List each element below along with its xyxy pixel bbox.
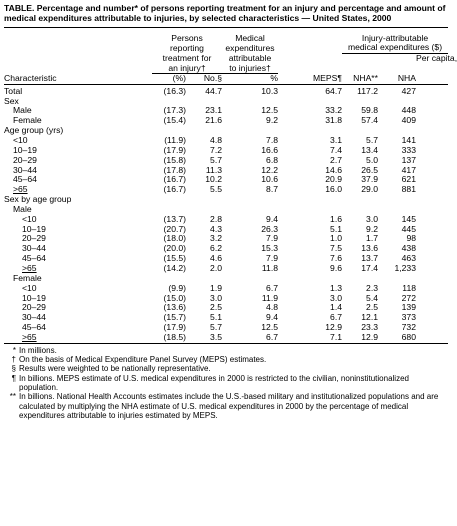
header-persons-line: treatment for [162,53,212,63]
cell-med-pct: 15.3 [261,243,278,254]
header-spacer [342,64,378,74]
header-per-capita: Per capita, [416,53,457,63]
cell-per-capita: 409 [401,115,416,126]
cell-nha: 26.5 [361,164,378,175]
table-row [4,156,448,166]
table-row [4,254,448,264]
cell-med-pct: 9.4 [266,213,278,224]
cell-nha: 5.0 [366,154,378,165]
cell-meps: 16.0 [325,184,342,195]
cell-spacer [416,284,448,294]
cell-per-capita: 145 [401,213,416,224]
cell-nha: 17.4 [361,262,378,273]
cell-meps: 1.3 [330,282,342,293]
row-label: Male [13,203,32,214]
cell-number: 5.5 [210,184,222,195]
cell-per-capita: 333 [401,144,416,155]
cell-nha: 2.3 [366,282,378,293]
header-injury-line: Injury-attributable [342,27,448,43]
cell-meps: 31.8 [325,115,342,126]
table-body [4,84,448,343]
cell-spacer [416,185,448,195]
cell-nha: 5.7 [366,135,378,145]
header-per-capita: NHA [378,74,416,85]
cell-med-pct: 7.9 [266,253,278,264]
cell-per-capita: 448 [401,105,416,116]
cell-pct: (15.8) [163,154,186,165]
cell-med-pct: 7.9 [266,233,278,244]
cell-nha: 57.4 [361,115,378,126]
table-row [4,303,448,313]
cell-nha: 13.6 [361,243,378,254]
cell-number: 4.6 [210,253,222,264]
cell-pct: (13.7) [163,213,186,224]
row-label: Female [13,272,42,283]
row-label [4,333,152,343]
cell-per-capita: 272 [401,292,416,303]
cell-per-capita: 732 [401,322,416,333]
cell-nha: 37.9 [361,174,378,185]
row-label: 45–64 [22,253,46,264]
header-row [4,43,448,53]
footnote-mark: * [12,345,16,355]
cell-per-capita: 1,233 [394,262,416,273]
row-label: 10–19 [13,144,37,155]
cell-per-capita: 680 [378,333,416,343]
row-label: <10 [13,135,28,145]
header-persons-line: an injury† [152,64,222,74]
cell-spacer [416,234,448,244]
header-spacer [4,54,152,64]
header-spacer [378,54,416,64]
cell-med-pct: 6.7 [266,282,278,293]
cell-meps: 5.1 [330,223,342,234]
cell-meps: 33.2 [325,105,342,116]
footnote-text: In billions. MEPS estimate of U.S. medical expenditures in 2000 is restricted to the civilian, noninstitutionalized population. [19,373,409,392]
row-label: <10 [22,282,37,293]
header-spacer [4,64,152,74]
cell-spacer [416,146,448,156]
table-row [4,175,448,185]
cell-pct: (17.9) [163,322,186,333]
cell-nha: 29.0 [361,184,378,195]
cell-nha: 12.1 [361,312,378,323]
row-label: 45–64 [22,322,46,333]
cell-number: 23.1 [205,105,222,116]
header-row [4,27,448,43]
cell-number: 4.8 [210,135,222,145]
cell-pct: (16.3) [163,85,186,96]
cell-spacer [416,116,448,126]
cell-number: 2.0 [210,262,222,273]
row-label-text: >65 [22,262,37,273]
table-row [4,106,448,116]
cell-med-pct: 4.8 [266,302,278,313]
cell-med-pct: 12.5 [261,105,278,116]
cell-nha: 1.7 [366,233,378,244]
cell-pct: (11.9) [164,135,186,145]
cell-meps: 14.6 [325,164,342,175]
cell-nha: 13.4 [361,144,378,155]
cell-spacer [416,106,448,116]
cell-number: 5.7 [210,322,222,333]
cell-number: 6.2 [210,243,222,254]
table-row [4,97,448,107]
cell-number: 5.1 [210,312,222,323]
cell-med-pct: 12.5 [261,322,278,333]
cell-number: 3.2 [210,233,222,244]
cell-meps: 7.4 [330,144,342,155]
cell-number: 5.7 [210,154,222,165]
header-med-pct: % [222,74,278,85]
header-medical-line: attributable [228,53,272,63]
cell-number: 21.6 [205,115,222,126]
table-row [4,205,448,215]
row-label: <10 [22,213,37,224]
cell-number: 2.5 [210,302,222,313]
cell-pct: (20.7) [163,223,186,234]
cell-med-pct: 26.3 [261,223,278,234]
cell-med-pct: 12.2 [261,164,278,175]
table-row [4,116,448,126]
cell-meps: 1.6 [330,213,342,224]
cell-pct: (15.7) [163,312,186,323]
cell-per-capita: 417 [401,164,416,175]
cell-spacer [416,175,448,185]
footnote [4,374,448,393]
cell-nha: 5.4 [366,292,378,303]
table-row [4,313,448,323]
footnotes [4,346,448,420]
header-medical-line: expenditures [225,42,275,53]
cell-pct: (16.7) [163,174,186,185]
header-spacer [378,64,416,74]
row-label: Age group (yrs) [4,125,64,136]
row-label: 10–19 [22,223,46,234]
cell-nha: 2.5 [366,302,378,313]
cell-meps: 3.0 [330,292,342,303]
row-label: 30–44 [22,312,46,323]
cell-nha: 59.8 [361,105,378,116]
cell-pct: (14.2) [163,262,186,273]
cell-nha: 13.7 [361,253,378,264]
footnote-mark: ¶ [11,373,16,383]
cell-meps: 7.6 [330,253,342,264]
cell-med-pct: 11.9 [261,292,278,303]
cell-med-pct: 9.2 [266,115,278,126]
cell-number: 3.0 [210,292,222,303]
cell-meps: 2.7 [330,154,342,165]
cell-number: 3.5 [186,333,222,343]
cell-meps: 1.4 [330,302,342,313]
cell-per-capita: 438 [401,243,416,254]
footnote-text: Results were weighted to be nationally representative. [19,364,211,374]
cell-spacer [416,215,448,225]
table-row [4,244,448,254]
row-label: 30–44 [22,243,46,254]
header-spacer [278,43,342,53]
cell-med-pct: 6.7 [222,333,278,343]
row-label: 20–29 [22,302,46,313]
header-row [4,64,448,74]
table-row [4,284,448,294]
cell-meps: 20.9 [325,174,342,185]
cell-number: 11.3 [205,164,222,175]
table-row [4,166,448,176]
cell-number: 4.3 [210,223,222,234]
row-label: Sex [4,95,19,106]
cell-meps: 6.7 [330,312,342,323]
cell-med-pct: 9.4 [266,312,278,323]
cell-pct: (17.8) [163,164,186,175]
footnote-mark: † [11,355,16,365]
cell-meps: 7.5 [330,243,342,254]
table-row [4,294,448,304]
cell-spacer [416,156,448,166]
header-injury-line: medical expenditures ($) [342,43,448,53]
row-label: 45–64 [13,174,37,185]
cell-spacer [416,166,448,176]
cell-spacer [416,323,448,333]
cell-pct: (17.3) [163,105,186,116]
header-persons-line: reporting [170,42,204,53]
row-label: Male [13,105,32,116]
cell-spacer [416,333,448,343]
cell-med-pct: 8.7 [266,184,278,195]
footnote-text: In billions. National Health Accounts estimates include the U.S.-based military and institutionalized populations and are calculated by multiplying the NHA estimate of U.S. medical expenditures in 2000 by the percentage of medical expenditures attributable to injuries estimated by MEPS. [19,392,439,420]
table-row [4,146,448,156]
cell-number: 44.7 [205,85,222,96]
cell-meps: 64.7 [325,85,342,96]
cell-spacer [416,254,448,264]
cell-med-pct: 7.8 [266,135,278,145]
table-row [4,333,448,343]
cell-med-pct: 10.3 [261,85,278,96]
cell-nha: 23.3 [361,322,378,333]
cell-pct: (9.9) [168,282,186,293]
cell-per-capita: 137 [401,154,416,165]
header-spacer [278,64,342,74]
cell-spacer [416,303,448,313]
cell-med-pct: 16.6 [261,144,278,155]
header-row [4,54,448,64]
cell-per-capita: 621 [401,174,416,185]
header-spacer [416,74,448,85]
table-title: TABLE. Percentage and number* of persons reporting treatment for an injury and percentage and amount of medical expenditures attributable to injuries, by selected characteristics — United States, 2000 [4,3,446,24]
cell-number: 2.8 [210,213,222,224]
cell-per-capita: 373 [401,312,416,323]
cell-spacer [416,225,448,235]
cell-per-capita: 141 [401,135,416,145]
cell-meps: 3.1 [330,135,342,145]
table-row [4,323,448,333]
table-row [4,225,448,235]
header-medical-line: Medical [222,27,278,43]
footnote-text: In millions. [19,345,57,355]
header-nha: NHA** [342,74,378,85]
cell-meps: 9.6 [330,262,342,273]
cell-spacer [416,244,448,254]
footnote [4,355,448,364]
cell-pct: (15.4) [163,115,186,126]
cell-per-capita: 881 [401,184,416,195]
cell-nha: 12.9 [342,333,378,343]
header-persons-line: Persons [152,27,222,43]
footnote-mark: § [11,364,16,374]
footnote-text: On the basis of Medical Expenditure Panel Survey (MEPS) estimates. [19,355,267,365]
cell-med-pct: 6.8 [266,154,278,165]
cell-spacer [416,136,448,146]
row-label: 20–29 [22,233,46,244]
cell-spacer [416,313,448,323]
table-row [4,84,448,96]
table-row [4,274,448,284]
header-no: No.§ [186,74,222,85]
header-spacer [416,64,448,74]
cell-med-pct: 11.8 [261,262,278,273]
header-spacer [4,43,152,53]
cell-meps: 12.9 [325,322,342,333]
cell-nha: 3.0 [366,213,378,224]
cell-per-capita: 427 [401,85,416,96]
cell-pct: (20.0) [163,243,186,254]
row-label: 10–19 [22,292,46,303]
cell-pct: (13.6) [163,302,186,313]
table-row [4,126,448,136]
row-label: Female [13,115,42,126]
header-meps: MEPS¶ [278,74,342,85]
table-row [4,215,448,225]
cell-per-capita: 118 [402,282,416,293]
cell-meps: 1.0 [330,233,342,244]
cell-spacer [416,294,448,304]
cell-pct: (16.7) [163,184,186,195]
cell-nha: 117.2 [357,85,378,96]
table-row [4,136,448,146]
cell-meps: 7.1 [278,333,342,343]
table-row [4,264,448,274]
header-spacer [342,54,378,64]
table-row [4,195,448,205]
cell-pct: (18.0) [163,233,186,244]
footnote [4,364,448,373]
cell-per-capita: 463 [401,253,416,264]
cell-spacer [416,84,448,96]
cell-pct: (15.5) [163,253,186,264]
cell-number: 10.2 [205,174,222,185]
data-table [4,27,457,344]
header-spacer [4,27,152,43]
header-spacer [278,27,342,43]
table-row [4,234,448,244]
cell-pct: (15.0) [163,292,186,303]
cell-pct: (18.5) [152,333,186,343]
footnote-mark: ** [9,392,16,402]
header-row [4,74,448,85]
row-label: Sex by age group [4,194,72,205]
footnote [4,392,448,420]
table-header [4,27,457,84]
cell-per-capita: 98 [406,233,416,244]
row-label: Total [4,85,23,96]
row-label: 20–29 [13,154,37,165]
cell-per-capita: 139 [401,302,416,313]
row-label-text: >65 [22,331,37,342]
cell-spacer [152,195,448,205]
row-label-text: >65 [13,184,28,195]
header-medical-line: to injuries† [222,64,278,74]
footnote [4,346,448,355]
cell-pct: (17.9) [163,144,186,155]
cell-number: 7.2 [210,144,222,155]
cell-nha: 9.2 [366,223,378,234]
header-pct: (%) [152,74,186,85]
row-label: 30–44 [13,164,37,175]
cell-med-pct: 10.6 [261,174,278,185]
cell-number: 1.9 [210,282,222,293]
cell-spacer [416,264,448,274]
cell-per-capita: 445 [401,223,416,234]
header-spacer [278,54,342,64]
header-characteristic: Characteristic [4,74,152,85]
